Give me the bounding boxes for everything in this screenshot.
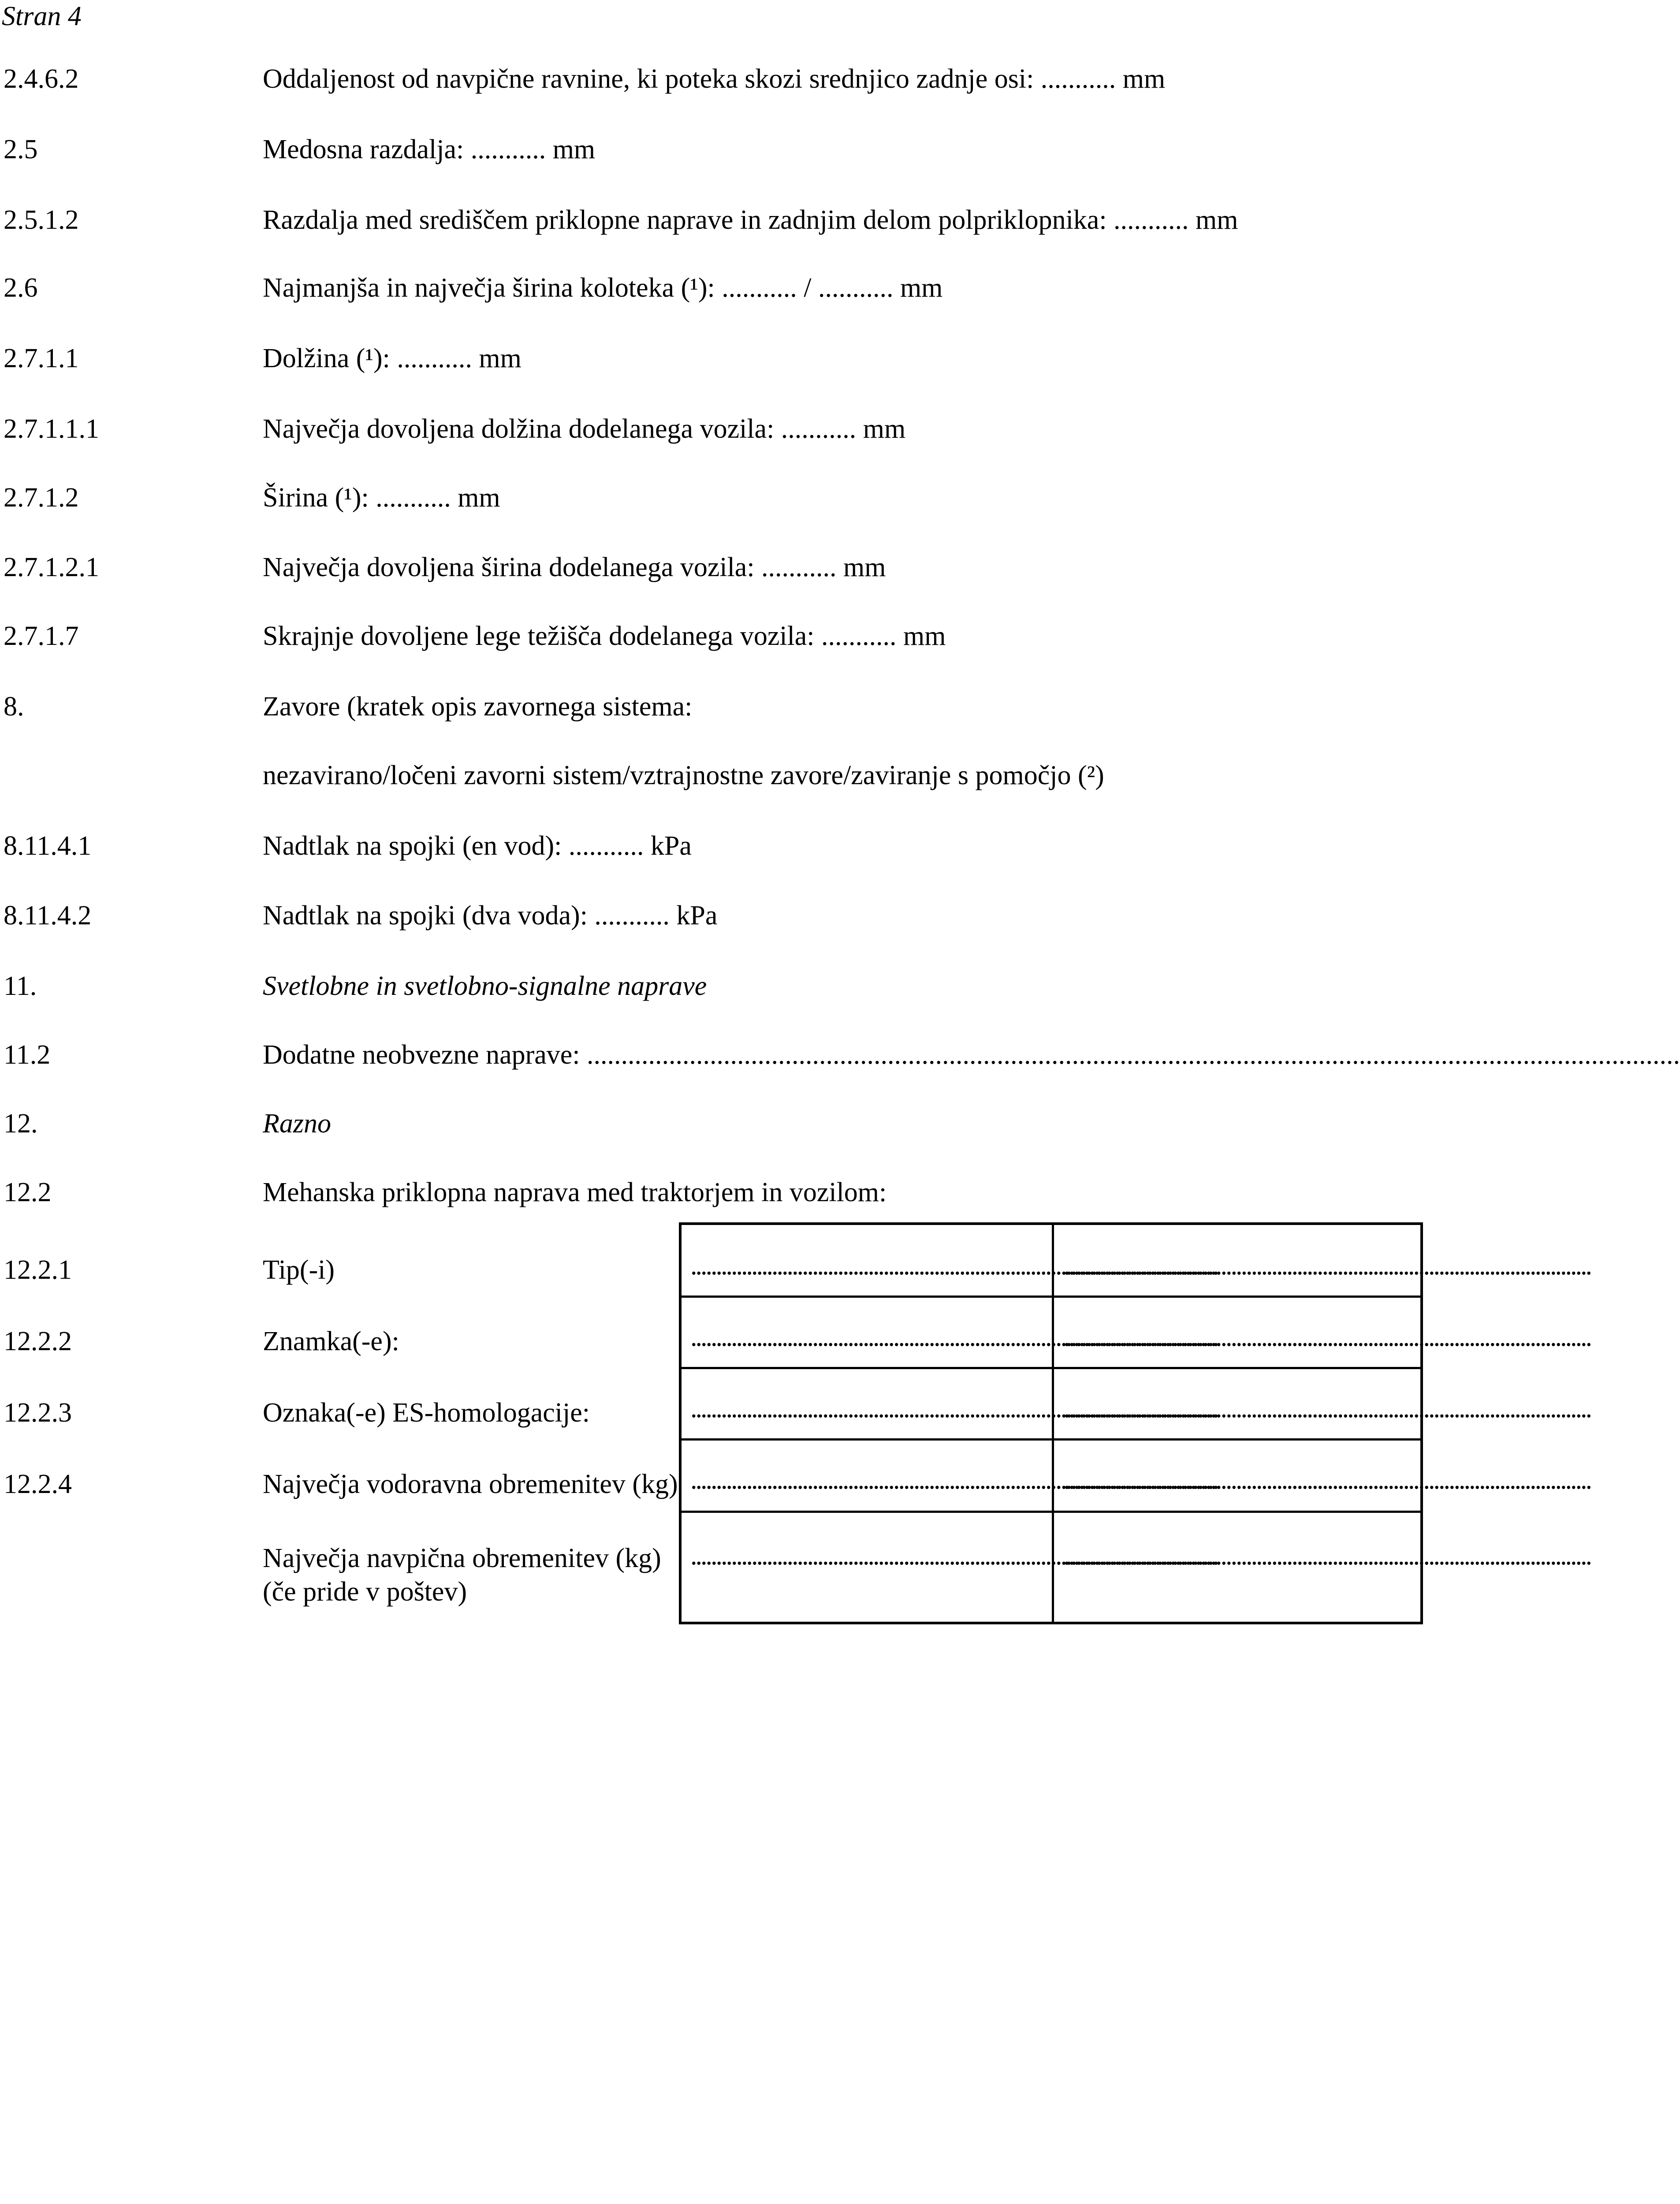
row-text: Oddaljenost od navpične ravnine, ki poteka skozi srednjico zadnje osi: ........... mm (263, 64, 1166, 94)
row-number: 8.11.4.2 (4, 901, 92, 931)
row-number: 8. (4, 692, 24, 722)
table-row-divider (682, 1296, 1420, 1298)
row-number: 2.4.6.2 (4, 64, 79, 94)
row-text: Razno (263, 1109, 331, 1139)
row-number: 12.2.4 (4, 1469, 72, 1499)
row-text: Mehanska priklopna naprava med traktorjem in vozilom: (263, 1177, 887, 1207)
row-text: Nadtlak na spojki (en vod): ........... kPa (263, 831, 692, 861)
fill-field[interactable]: ........................................................................................................ (1063, 1322, 1591, 1352)
row-number: 2.6 (4, 273, 38, 303)
row-text: Širina (¹): ........... mm (263, 483, 500, 513)
row-label: Tip(-i) (263, 1255, 335, 1285)
row-label: Največja vodoravna obremenitev (kg) (263, 1469, 678, 1499)
row-text: Svetlobne in svetlobno-signalne naprave (263, 971, 707, 1001)
row-number: 2.7.1.1 (4, 343, 79, 373)
row-text: Dodatne neobvezne naprave: ................................................................................................................................................................ (263, 1040, 1680, 1070)
row-label: Največja navpična obremenitev (kg) (263, 1543, 661, 1573)
row-number: 12.2.1 (4, 1255, 72, 1285)
fill-field[interactable]: ........................................................................................................ (690, 1541, 1218, 1571)
row-text: Medosna razdalja: ........... mm (263, 134, 596, 164)
row-text: Najmanjša in največja širina koloteka (¹): ........... / ........... mm (263, 273, 943, 303)
row-number: 11. (4, 971, 37, 1001)
fill-field[interactable]: ........................................................................................................ (1063, 1541, 1591, 1571)
row-number: 2.7.1.7 (4, 621, 79, 651)
row-text: nezavirano/ločeni zavorni sistem/vztrajnostne zavore/zaviranje s pomočjo (²) (263, 760, 1104, 790)
coupling-table (679, 1222, 1591, 1624)
row-text: Skrajnje dovoljene lege težišča dodelanega vozila: ........... mm (263, 621, 946, 651)
row-number: 2.5.1.2 (4, 205, 79, 235)
fill-field[interactable]: ........................................................................................................ (1063, 1393, 1591, 1423)
row-number: 12. (4, 1109, 38, 1139)
table-row-divider (682, 1438, 1420, 1441)
row-label: Oznaka(-e) ES-homologacije: (263, 1398, 590, 1428)
row-number: 12.2.3 (4, 1398, 72, 1428)
row-text: Dolžina (¹): ........... mm (263, 343, 522, 373)
fill-field[interactable]: ........................................................................................................ (690, 1393, 1218, 1423)
fill-field[interactable]: ........................................................................................................ (1063, 1251, 1591, 1281)
row-number: 2.7.1.2 (4, 483, 79, 513)
row-label-note: (če pride v poštev) (263, 1577, 467, 1607)
fill-field[interactable]: ........................................................................................................ (690, 1251, 1218, 1281)
row-number: 2.5 (4, 134, 38, 164)
fill-field[interactable]: ........................................................................................................ (690, 1465, 1218, 1495)
table-row-divider (682, 1511, 1420, 1513)
row-number: 8.11.4.1 (4, 831, 92, 861)
row-number: 11.2 (4, 1040, 51, 1070)
row-text: Največja dovoljena širina dodelanega vozila: ........... mm (263, 552, 886, 582)
table-row-divider (682, 1367, 1420, 1369)
fill-field[interactable]: ........................................................................................................ (1063, 1465, 1591, 1495)
row-text: Nadtlak na spojki (dva voda): ........... kPa (263, 901, 718, 931)
fill-field[interactable]: ........................................................................................................ (690, 1322, 1218, 1352)
row-text: Največja dovoljena dolžina dodelanega vozila: ........... mm (263, 414, 906, 444)
page-label: Stran 4 (2, 1, 82, 31)
row-number: 12.2.2 (4, 1326, 72, 1356)
row-number: 2.7.1.2.1 (4, 552, 99, 582)
row-text: Razdalja med središčem priklopne naprave in zadnjim delom polpriklopnika: ........... mm (263, 205, 1238, 235)
row-label: Znamka(-e): (263, 1326, 399, 1356)
row-text: Zavore (kratek opis zavornega sistema: (263, 692, 693, 722)
row-number: 2.7.1.1.1 (4, 414, 99, 444)
row-number: 12.2 (4, 1177, 52, 1207)
